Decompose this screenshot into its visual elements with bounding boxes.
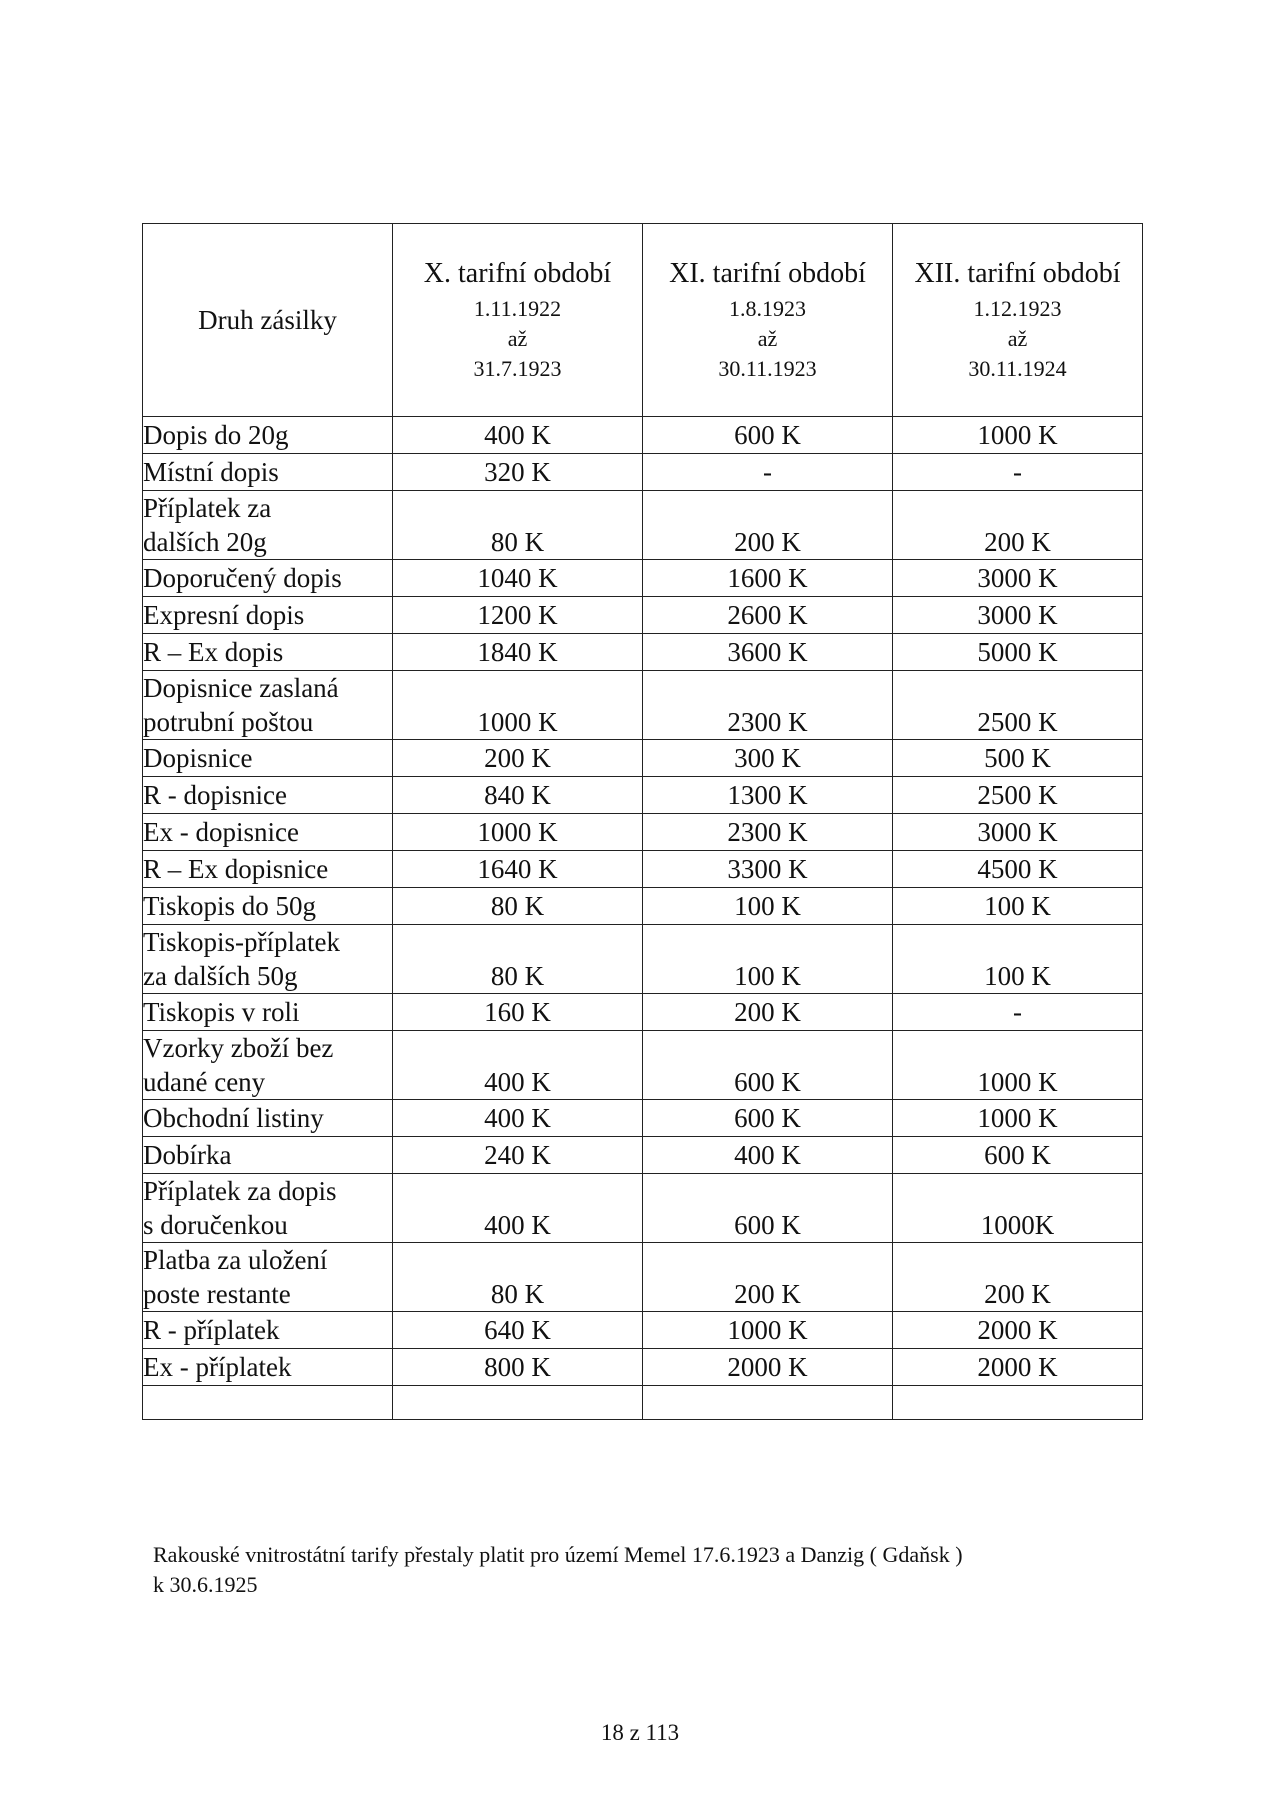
table-row bbox=[143, 1243, 1143, 1312]
table-row bbox=[143, 597, 1143, 634]
item-type-label: za dalších 50g bbox=[143, 961, 298, 991]
item-type-label: R – Ex dopis bbox=[143, 637, 284, 667]
table-row bbox=[143, 671, 1143, 740]
table-row bbox=[143, 1100, 1143, 1137]
item-type-cell bbox=[143, 634, 393, 671]
item-type-cell bbox=[143, 851, 393, 888]
item-type-cell bbox=[143, 1243, 393, 1312]
tariff-value-cell: 80 K bbox=[393, 888, 643, 925]
item-type-cell bbox=[143, 491, 393, 560]
period-title: X. tarifní období bbox=[423, 258, 612, 289]
period-to: 30.11.1923 bbox=[718, 356, 817, 381]
item-type-label: s doručenkou bbox=[143, 1210, 288, 1240]
tariff-value-cell: 1040 K bbox=[393, 560, 643, 597]
item-type-label: Obchodní listiny bbox=[143, 1103, 324, 1133]
tariff-value-cell: 1200 K bbox=[393, 597, 643, 634]
tariff-value-cell: 2000 K bbox=[893, 1312, 1143, 1349]
table-cell-empty bbox=[893, 1386, 1143, 1420]
tariff-value-cell: 1000K bbox=[893, 1174, 1143, 1243]
table-row bbox=[143, 925, 1143, 994]
period-from: 1.12.1923 bbox=[973, 296, 1062, 321]
tariff-value-cell: 200 K bbox=[893, 491, 1143, 560]
table-row bbox=[143, 417, 1143, 454]
item-type-cell bbox=[143, 888, 393, 925]
tariff-value-cell: 600 K bbox=[893, 1137, 1143, 1174]
tariff-value-cell: 200 K bbox=[643, 994, 893, 1031]
item-type-cell bbox=[143, 417, 393, 454]
item-type-cell bbox=[143, 597, 393, 634]
tariff-value-cell: 240 K bbox=[393, 1137, 643, 1174]
item-type-label: Platba za uložení bbox=[143, 1245, 328, 1275]
table-row bbox=[143, 994, 1143, 1031]
item-type-label: Příplatek za dopis bbox=[143, 1176, 337, 1206]
item-type-label: potrubní poštou bbox=[143, 707, 314, 737]
tariff-value-cell: 1000 K bbox=[643, 1312, 893, 1349]
tariff-value-cell: 200 K bbox=[893, 1243, 1143, 1312]
item-type-label: Dopisnice zaslaná bbox=[143, 673, 339, 703]
table-row bbox=[143, 1312, 1143, 1349]
table-row bbox=[143, 851, 1143, 888]
tariff-value-cell: 600 K bbox=[643, 417, 893, 454]
footnote bbox=[153, 1540, 1153, 1600]
column-header-item-type: Druh zásilky bbox=[143, 224, 393, 417]
table-row bbox=[143, 1174, 1143, 1243]
item-type-label: Dopis do 20g bbox=[143, 420, 289, 450]
tariff-value-cell: 2500 K bbox=[893, 671, 1143, 740]
tariff-value-cell: 80 K bbox=[393, 1243, 643, 1312]
tariff-value-cell: 640 K bbox=[393, 1312, 643, 1349]
item-type-cell bbox=[143, 814, 393, 851]
tariff-value-cell: 80 K bbox=[393, 491, 643, 560]
tariff-value-cell: 2300 K bbox=[643, 671, 893, 740]
footnote-line: Rakouské vnitrostátní tarify přestaly platit pro území Memel 17.6.1923 a Danzig ( Gdaňsk ) bbox=[153, 1542, 963, 1567]
table-row bbox=[143, 1137, 1143, 1174]
item-type-label: dalších 20g bbox=[143, 527, 267, 557]
period-title: XI. tarifní období bbox=[669, 258, 866, 289]
tariff-value-cell: 200 K bbox=[643, 491, 893, 560]
item-type-label: Tiskopis-příplatek bbox=[143, 927, 341, 957]
tariff-value-cell: 80 K bbox=[393, 925, 643, 994]
tariff-value-cell: 5000 K bbox=[893, 634, 1143, 671]
table-row bbox=[143, 814, 1143, 851]
tariff-value-cell: 3600 K bbox=[643, 634, 893, 671]
period-from: 1.8.1923 bbox=[729, 296, 806, 321]
item-type-label: R - dopisnice bbox=[143, 780, 287, 810]
item-type-cell bbox=[143, 1174, 393, 1243]
tariff-value-cell: 400 K bbox=[393, 1100, 643, 1137]
period-sep: až bbox=[507, 326, 528, 351]
item-type-label: Ex - dopisnice bbox=[143, 817, 299, 847]
table-cell-empty bbox=[393, 1386, 643, 1420]
item-type-cell bbox=[143, 1031, 393, 1100]
item-type-label: Příplatek za bbox=[143, 493, 272, 523]
tariff-value-cell: 3000 K bbox=[893, 597, 1143, 634]
tariff-value-cell: 1600 K bbox=[643, 560, 893, 597]
item-type-label: Vzorky zboží bez bbox=[143, 1033, 334, 1063]
tariff-value-cell: 400 K bbox=[643, 1137, 893, 1174]
tariff-value-cell: - bbox=[893, 994, 1143, 1031]
table-row-empty bbox=[143, 1386, 1143, 1420]
item-type-label: Tiskopis do 50g bbox=[143, 891, 317, 921]
item-type-label: Ex - příplatek bbox=[143, 1352, 292, 1382]
tariff-value-cell: 300 K bbox=[643, 740, 893, 777]
footnote-line: k 30.6.1925 bbox=[153, 1572, 258, 1597]
item-type-cell bbox=[143, 1349, 393, 1386]
table-row bbox=[143, 1031, 1143, 1100]
tariff-value-cell: 2300 K bbox=[643, 814, 893, 851]
tariff-value-cell: 1000 K bbox=[893, 1100, 1143, 1137]
tariff-value-cell: 2600 K bbox=[643, 597, 893, 634]
period-title: XII. tarifní období bbox=[914, 258, 1121, 289]
tariff-value-cell: 1840 K bbox=[393, 634, 643, 671]
table-row bbox=[143, 740, 1143, 777]
tariff-value-cell: 400 K bbox=[393, 417, 643, 454]
tariff-value-cell: 200 K bbox=[643, 1243, 893, 1312]
tariff-value-cell: 2000 K bbox=[643, 1349, 893, 1386]
item-type-label: udané ceny bbox=[143, 1067, 266, 1097]
table-row bbox=[143, 560, 1143, 597]
period-sep: až bbox=[1007, 326, 1028, 351]
item-type-cell bbox=[143, 777, 393, 814]
item-type-cell bbox=[143, 925, 393, 994]
table-row bbox=[143, 634, 1143, 671]
item-type-cell bbox=[143, 1137, 393, 1174]
tariff-value-cell: 100 K bbox=[643, 925, 893, 994]
column-header-period-xi bbox=[643, 224, 893, 417]
tariff-value-cell: 3000 K bbox=[893, 814, 1143, 851]
tariff-value-cell: 400 K bbox=[393, 1174, 643, 1243]
tariff-value-cell: 400 K bbox=[393, 1031, 643, 1100]
item-type-label: Místní dopis bbox=[143, 457, 279, 487]
tariff-value-cell: 1300 K bbox=[643, 777, 893, 814]
item-type-cell bbox=[143, 671, 393, 740]
tariff-value-cell: 200 K bbox=[393, 740, 643, 777]
tariff-value-cell: - bbox=[893, 454, 1143, 491]
item-type-label: Expresní dopis bbox=[143, 600, 305, 630]
tariff-value-cell: 500 K bbox=[893, 740, 1143, 777]
tariff-value-cell: 320 K bbox=[393, 454, 643, 491]
tariff-value-cell: 4500 K bbox=[893, 851, 1143, 888]
period-sep: až bbox=[757, 326, 778, 351]
item-type-label: Dopisnice bbox=[143, 743, 253, 773]
period-from: 1.11.1922 bbox=[473, 296, 562, 321]
page-number: 18 z 113 bbox=[600, 1720, 680, 1745]
table-row bbox=[143, 491, 1143, 560]
item-type-label: Tiskopis v roli bbox=[143, 997, 300, 1027]
tariff-value-cell: 2500 K bbox=[893, 777, 1143, 814]
tariff-value-cell: 3300 K bbox=[643, 851, 893, 888]
item-type-cell bbox=[143, 1312, 393, 1349]
table-body bbox=[143, 417, 1143, 1386]
table-row bbox=[143, 777, 1143, 814]
tariff-value-cell: 160 K bbox=[393, 994, 643, 1031]
item-type-label: poste restante bbox=[143, 1279, 291, 1309]
item-type-label: Dobírka bbox=[143, 1140, 232, 1170]
item-type-label: Doporučený dopis bbox=[143, 563, 342, 593]
tariff-value-cell: 1640 K bbox=[393, 851, 643, 888]
table-header-row bbox=[143, 224, 1143, 417]
table-row bbox=[143, 454, 1143, 491]
item-type-cell bbox=[143, 740, 393, 777]
table-cell-empty bbox=[643, 1386, 893, 1420]
tariff-value-cell: 840 K bbox=[393, 777, 643, 814]
item-type-label: R – Ex dopisnice bbox=[143, 854, 329, 884]
item-type-cell bbox=[143, 454, 393, 491]
tariff-value-cell: 1000 K bbox=[393, 814, 643, 851]
tariff-value-cell: 1000 K bbox=[893, 1031, 1143, 1100]
tariff-value-cell: 600 K bbox=[643, 1100, 893, 1137]
tariff-value-cell: 100 K bbox=[893, 888, 1143, 925]
tariff-table bbox=[142, 223, 1143, 1420]
tariff-value-cell: 1000 K bbox=[893, 417, 1143, 454]
tariff-value-cell: 800 K bbox=[393, 1349, 643, 1386]
item-type-label: R - příplatek bbox=[143, 1315, 280, 1345]
period-to: 31.7.1923 bbox=[473, 356, 562, 381]
period-to: 30.11.1924 bbox=[968, 356, 1067, 381]
tariff-value-cell: - bbox=[643, 454, 893, 491]
tariff-value-cell: 2000 K bbox=[893, 1349, 1143, 1386]
item-type-cell bbox=[143, 994, 393, 1031]
tariff-value-cell: 600 K bbox=[643, 1031, 893, 1100]
table-cell-empty bbox=[143, 1386, 393, 1420]
tariff-value-cell: 3000 K bbox=[893, 560, 1143, 597]
tariff-value-cell: 100 K bbox=[643, 888, 893, 925]
tariff-value-cell: 100 K bbox=[893, 925, 1143, 994]
item-type-cell bbox=[143, 1100, 393, 1137]
tariff-value-cell: 1000 K bbox=[393, 671, 643, 740]
table-row bbox=[143, 888, 1143, 925]
tariff-value-cell: 600 K bbox=[643, 1174, 893, 1243]
table-row bbox=[143, 1349, 1143, 1386]
column-header-period-xii bbox=[893, 224, 1143, 417]
item-type-cell bbox=[143, 560, 393, 597]
column-header-period-x bbox=[393, 224, 643, 417]
